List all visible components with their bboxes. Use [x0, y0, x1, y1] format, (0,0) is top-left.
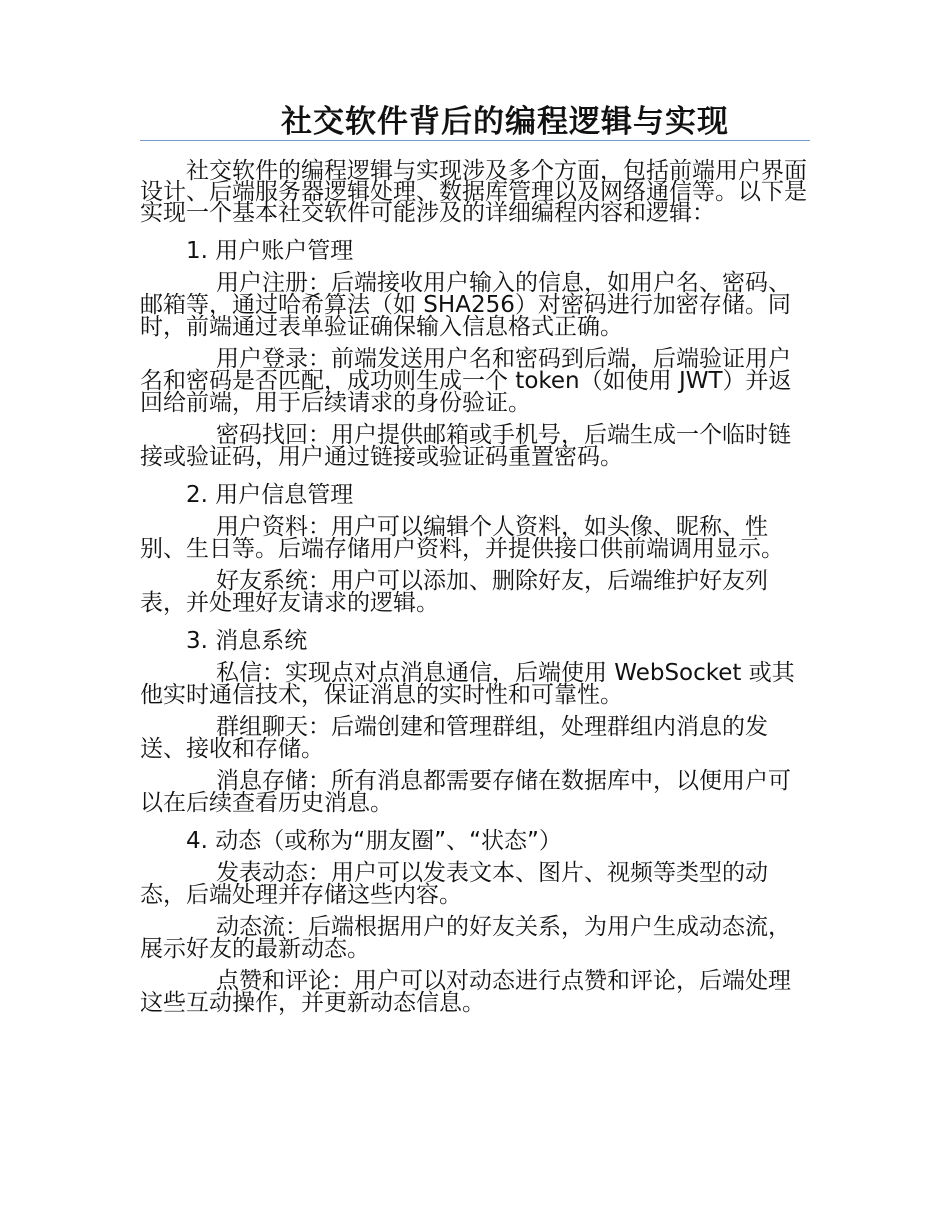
paragraph-register: 用户注册：后端接收用户输入的信息，如用户名、密码、邮箱等，通过哈希算法（如 SHA256）对密码进行加密存储。同时，前端通过表单验证确保输入信息格式正确。: [140, 270, 791, 340]
section-profile: [140, 480, 810, 614]
paragraph-friend-system: 好友系统：用户可以添加、删除好友，后端维护好友列表，并处理好友请求的逻辑。: [140, 568, 768, 616]
paragraph-group-chat: 群组聊天：后端创建和管理群组，处理群组内消息的发送、接收和存储。: [140, 714, 768, 762]
paragraph-post-update: 发表动态：用户可以发表文本、图片、视频等类型的动态，后端处理并存储这些内容。: [140, 860, 768, 908]
paragraph-private-message: 私信：实现点对点消息通信，后端使用 WebSocket 或其他实时通信技术，保证消息的实时性和可靠性。: [140, 660, 795, 708]
intro-paragraph: 社交软件的编程逻辑与实现涉及多个方面，包括前端用户界面设计、后端服务器逻辑处理、数据库管理以及网络通信等。以下是实现一个基本社交软件可能涉及的详细编程内容和逻辑：: [140, 158, 807, 226]
section-account: [140, 236, 810, 468]
paragraph-user-profile: 用户资料：用户可以编辑个人资料，如头像、昵称、性别、生日等。后端存储用户资料，并提供接口供前端调用显示。: [140, 514, 784, 562]
section-feed: [140, 826, 810, 1014]
paragraph-password-recovery: 密码找回：用户提供邮箱或手机号，后端生成一个临时链接或验证码，用户通过链接或验证码重置密码。: [140, 422, 791, 470]
section-heading: 4. 动态（或称为“朋友圈”、“状态”）: [186, 828, 562, 854]
section-heading: 1. 用户账户管理: [186, 238, 354, 264]
document-title: 社交软件背后的编程逻辑与实现: [140, 100, 810, 141]
section-heading: 3. 消息系统: [186, 628, 308, 654]
section-messaging: [140, 626, 810, 814]
paragraph-message-storage: 消息存储：所有消息都需要存储在数据库中，以便用户可以在后续查看历史消息。: [140, 768, 791, 816]
paragraph-like-comment: 点赞和评论：用户可以对动态进行点赞和评论，后端处理这些互动操作，并更新动态信息。: [140, 968, 791, 1016]
document-page: [140, 100, 810, 1014]
paragraph-feed-stream: 动态流：后端根据用户的好友关系，为用户生成动态流，展示好友的最新动态。: [140, 914, 791, 962]
paragraph-login: 用户登录：前端发送用户名和密码到后端，后端验证用户名和密码是否匹配，成功则生成一个 token（如使用 JWT）并返回给前端，用于后续请求的身份验证。: [140, 346, 792, 416]
section-heading: 2. 用户信息管理: [186, 482, 354, 508]
